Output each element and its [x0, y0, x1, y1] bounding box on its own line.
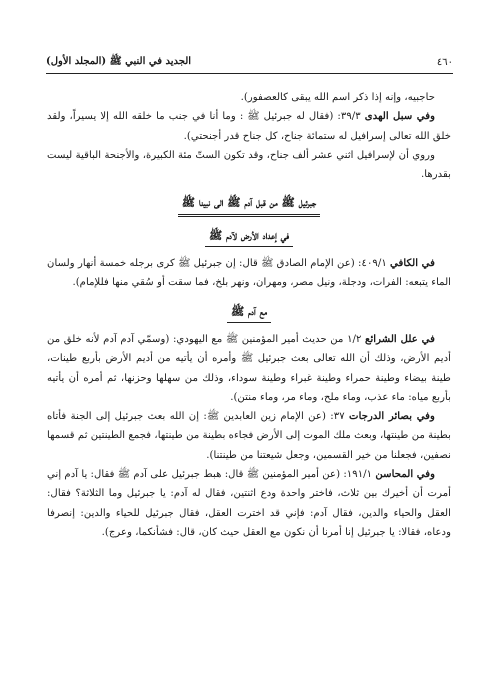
paragraph-text: ١٩١/١: (عن أمير المؤمنين ﷺ قال: هبط جبرئيل على آدم ﷺ فقال: يا آدم إني أمرت أن أخيرك بين ثلاث، فاختر واحدة ودع اثنتين، فقال له آدم: يا جبرئيل وما الثلاثة؟ فقال: العقل والحياء والدين، فقال آدم: فإني قد اخترت العقل، فقال جبرئيل للحياء والدين: إنصرفا ودعاه، فقالا: يا جبرئيل إنا أمرنا أن نكون مع العقل حيث كان، قال: فشأنكما، وعرج). — [47, 469, 451, 538]
paragraph-basair — [47, 407, 451, 465]
paragraph-israfil-wings: وروي أن لإسرافيل اثني عشر ألف جناح، وقد تكون الستّ مئة الكبيرة، والأجنحة الباقية ليست بقدرها. — [47, 149, 451, 181]
running-header — [46, 54, 453, 70]
paragraph-ilal-alsharai — [47, 330, 451, 407]
source-reference: وفي سبل الهدى — [364, 110, 436, 123]
paragraph-text: ٣٩/٣: (فقال له جبرئيل ﷺ : وما أنا في جنب ما خلقه الله إلا يسيراً، ولقد خلق الله تعالى إسرافيل له ستمائة جناح، كل جناح قدر أجنحتي). — [47, 111, 451, 142]
header-divider — [46, 73, 453, 74]
page-number: ٤٦٠ — [436, 56, 453, 68]
page-body — [47, 88, 451, 542]
source-reference: في علل الشرائع — [365, 332, 435, 345]
source-reference: وفي بصائر الدرجات — [349, 410, 435, 423]
paragraph-almahasin — [47, 465, 451, 542]
paragraph-alkafi — [47, 254, 451, 293]
paragraph-quote-end: حاجبيه، وإنه إذا ذكر اسم الله يبقى كالعصفور). — [240, 92, 435, 103]
section-heading: جبرئيل ﷺ من قبل آدم ﷺ الى نبينا ﷺ — [47, 193, 451, 216]
subsection-heading: مع آدم ﷺ — [47, 302, 451, 323]
source-reference: وفي المحاسن — [375, 468, 435, 481]
subsection-heading: في إعداد الأرض لآدم ﷺ — [47, 226, 451, 247]
source-reference: في الكافي — [390, 257, 435, 270]
paragraph-text: ٣٧: (عن الإمام زين العابدين ﷺ: إن الله بعث جبرئيل إلى الجنة فأتاه بطينة من طينتها، وبعث ملك الموت إلى الأرض فجاءه بطينة من طينتها، فجمع الطينتين ثم قسمها نصفين، فجعلنا من خير القسمين، وجعل شيعتنا من طينتنا). — [47, 411, 451, 461]
running-header-title: الجديد في النبي ﷺ (المجلد الأول) — [46, 56, 192, 67]
paragraph-subul-alhuda — [47, 107, 451, 146]
paragraph-text: ١/٢ من حديث أمير المؤمنين ﷺ مع اليهودي: (وسمّي آدم آدم لأنه خلق من أديم الأرض، وذلك أن الله تعالى بعث جبرئيل ﷺ وأمره أن يأتيه من أديم الأرض بأربع طينات، طينة بيضاء وطينة حمراء وطينة غبراء وطينة سوداء، وذلك من سهلها وحزنها، ثم أمره أن يأتيه بأربع مياه: ماء عذب، وماء ملح، وماء مر، وماء منتن). — [47, 333, 451, 403]
paragraph-text: ٤٠٩/١: (عن الإمام الصادق ﷺ قال: إن جبرئيل ﷺ كرى برجله خمسة أنهار ولسان الماء يتبعه: الفرات، ودجلة، ونيل مصر، ومهران، ونهر بلخ، فما سقت أو سُقي منها فللإمام). — [47, 258, 451, 289]
